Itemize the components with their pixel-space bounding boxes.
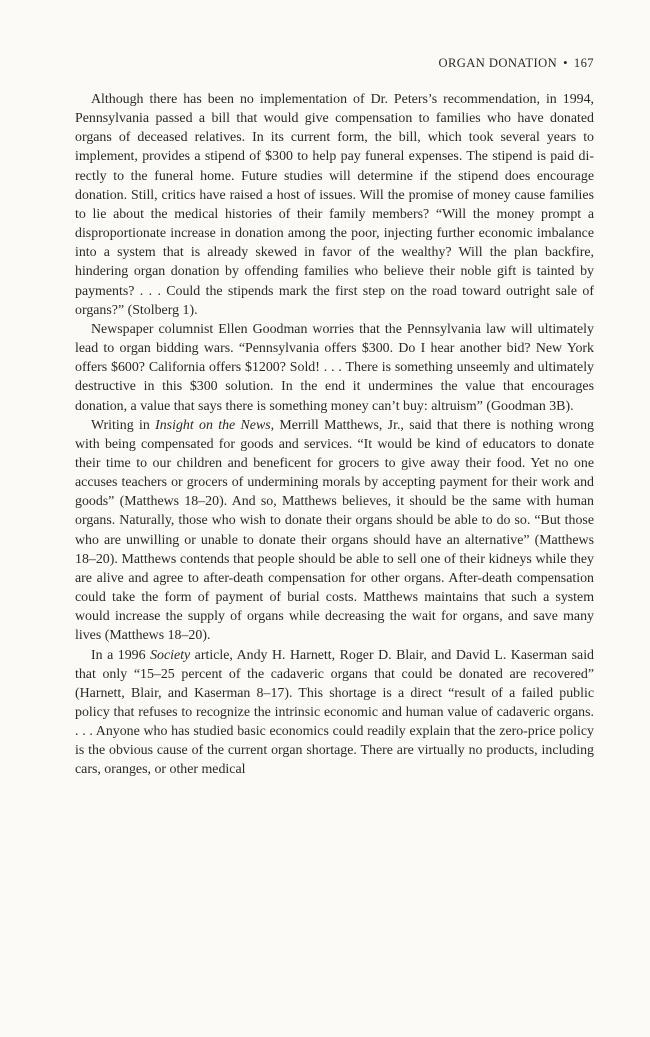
running-head bbox=[75, 54, 594, 72]
paragraph-1 bbox=[75, 90, 594, 320]
text-run: article, Andy H. Harnett, Roger D. Blair, and David L. Kaserman said that only “15–25 percent of the cadaveric organs that could be donated are recovered” (Harnett, Blair, and Kaserman 8–17). This shortage is a direct “result of a failed public policy that refuses to recognize the intrinsic economic and human value of cadaveric organs. . . . Anyone who has studied basic economics could readily explain that the zero-price policy is the obvious cause of the current organ shortage. There are virtually no products, including cars, oranges, or other medical bbox=[75, 647, 595, 778]
paragraph-4 bbox=[75, 646, 594, 780]
text-run: Newspaper columnist Ellen Goodman worries that the Pennsylvania law will ultimately lead to organ bidding wars. “Pennsylvania offers $300. Do I hear another bid? New York offers $600? California offers $1200? Sold! . . . There is something unseemly and ultimately destructive in this $300 solution. In the end it undermines the value that encourages donation, a value that says there is something money can’t buy: altruism” (Goodman 3B). bbox=[75, 321, 594, 414]
header-separator: • bbox=[563, 56, 568, 70]
paragraph-2 bbox=[75, 320, 594, 416]
paragraph-3 bbox=[75, 416, 594, 646]
text-run: In a 1996 bbox=[91, 647, 151, 663]
text-run: Writing in bbox=[91, 417, 156, 433]
body-text bbox=[75, 90, 594, 780]
italic-title: Society bbox=[150, 647, 191, 663]
page-number: 167 bbox=[573, 56, 594, 70]
text-run: , Merrill Matthews, Jr., said that there is nothing wrong with being compensated for goods and services. “It would be kind of educators to donate their time to our children and beneficent for grocers to give away their food. Yet no one accuses teachers or grocers of undermining morals by accepting payment for their work and goods” (Matthews 18–20). And so, Matthews believes, it should be the same with human organs. Naturally, those who wish to donate their organs should be able to do so. “But those who are unwilling or unable to donate their organs should have an alternative” (Matthews 18–20). Matthews contends that people should be able to sell one of their kidneys while they are alive and agree to after-death compensation for other organs. After-death compensation could take the form of payment of burial costs. Matthews maintains that such a system would increase the supply of organs while decreasing the wait for organs, and save many lives (Matthews 18–20). bbox=[75, 417, 595, 644]
italic-title: Insight on the News bbox=[155, 417, 271, 433]
running-title: ORGAN DONATION bbox=[438, 56, 558, 70]
text-run: Although there has been no implementation of Dr. Peters’s recommendation, in 1994, Pennsylvania passed a bill that would give compensation to families who have donated organs of deceased relatives. In its current form, the bill, which took several years to implement, provides a stipend of $300 to help pay funeral expenses. The stipend is paid directly to the funeral home. Future studies will determine if the stipend does encourage donation. Still, critics have raised a host of issues. Will the promise of money cause families to lie about the medical histories of their family members? “Will the money prompt a disproportionate increase in donation among the poor, injecting further economic imbalance into a system that is already skewed in favor of the wealthy? Will the plan backfire, hindering organ donation by offending families who believe their noble gift is tainted by payments? . . . Could the stipends mark the first step on the road toward outright sale of organs?” (Stolberg 1). bbox=[75, 92, 594, 318]
